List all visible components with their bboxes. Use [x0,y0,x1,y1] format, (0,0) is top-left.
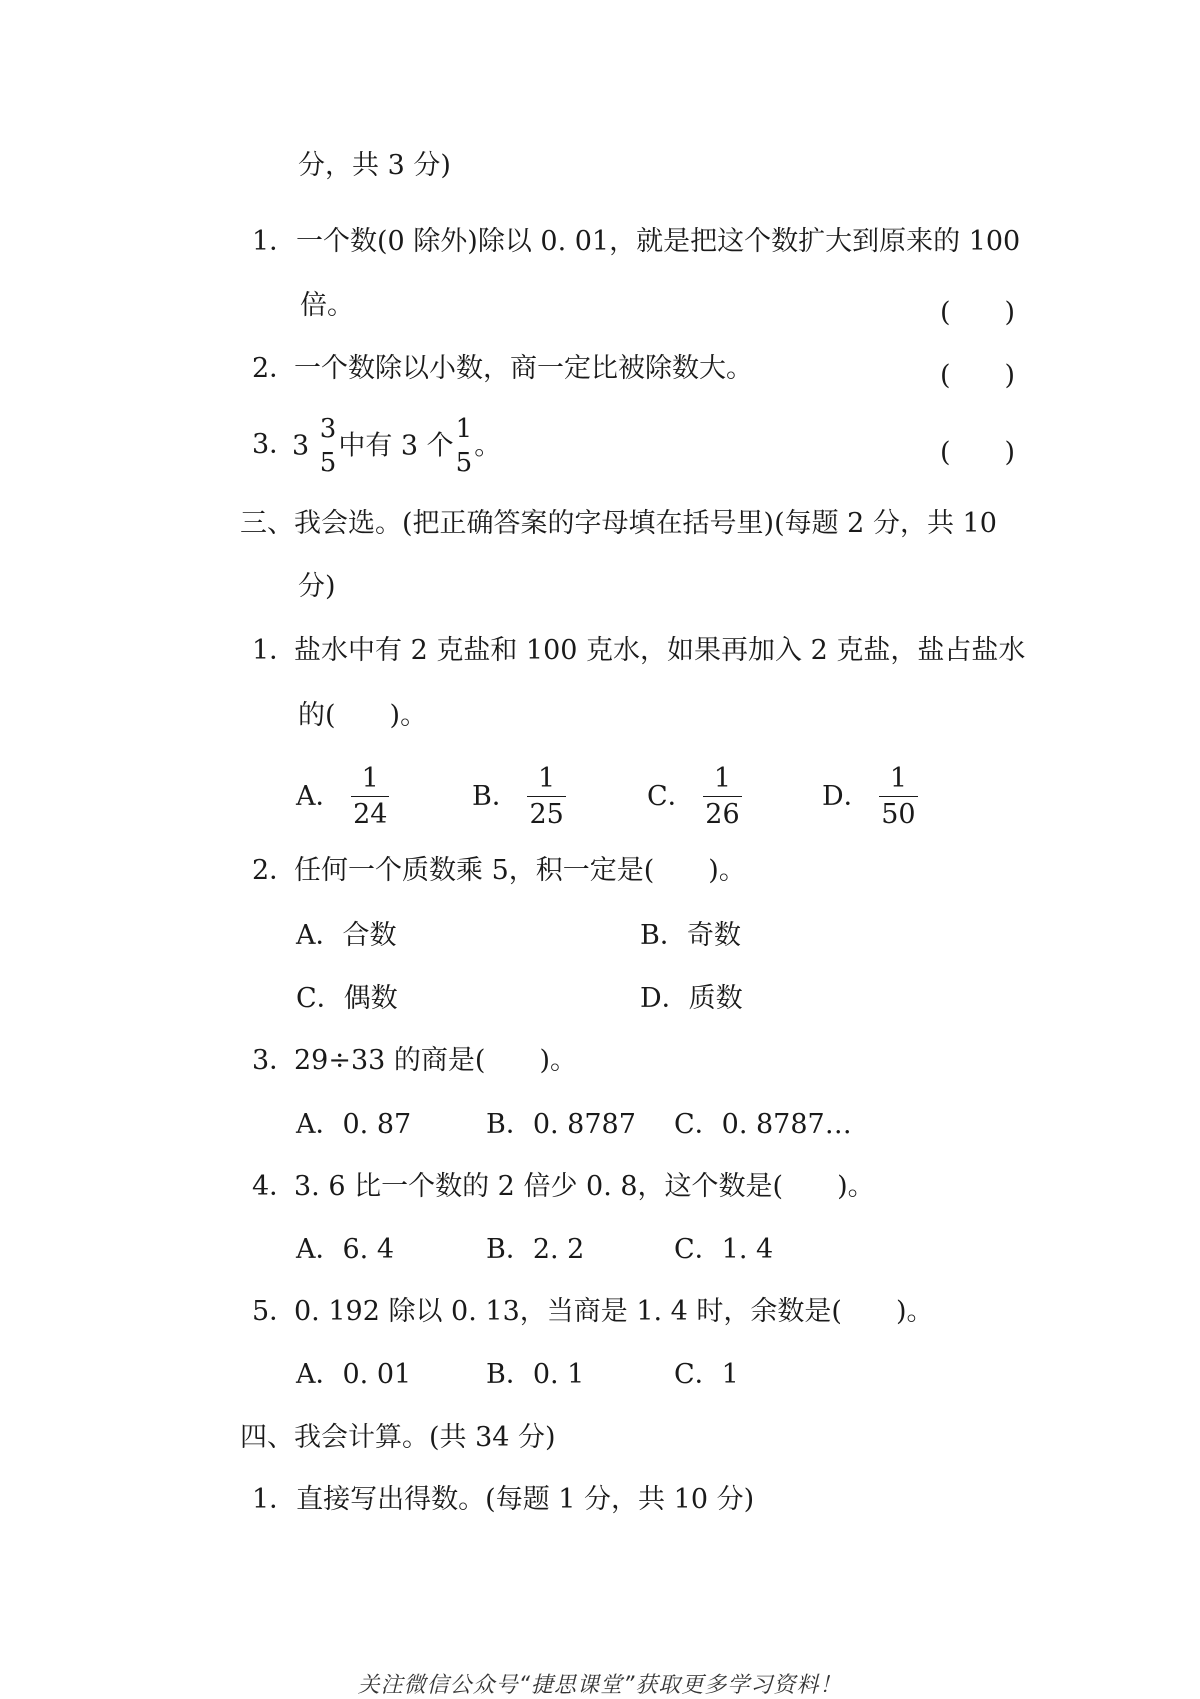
s3-q2-option-c[interactable]: C．偶数 [296,983,398,1014]
section4-q1: 1．直接写出得数。(每题 1 分，共 10 分) [252,1484,755,1515]
judge-q1-line2: 倍。 [300,290,354,321]
s3-q1-line2[interactable]: 的( )。 [298,700,428,731]
fraction-numerator: 1 [538,763,556,794]
header-tail: 分，共 3 分) [298,150,451,181]
s3-q5-text[interactable]: 0. 192 除以 0. 13，当商是 1. 4 时，余数是( )。 [294,1296,934,1327]
s3-q4-number: 4． [252,1171,297,1202]
section4-title: 四、我会计算。(共 34 分) [240,1422,556,1453]
fraction-denominator: 24 [351,796,389,828]
s3-q5-option-b[interactable]: B．0. 1 [486,1359,585,1390]
fraction-numerator: 1 [889,763,908,794]
s3-q3-option-c[interactable]: C．0. 8787… [674,1109,852,1140]
s3-q2-option-b[interactable]: B．奇数 [640,920,741,951]
s3-q4-option-c[interactable]: C．1. 4 [674,1234,774,1265]
s3-q5-option-a[interactable]: A．0. 01 [296,1359,412,1390]
s3-q4-option-a[interactable]: A．6. 4 [296,1234,395,1265]
s3-q2-text[interactable]: 任何一个质数乘 5，积一定是( )。 [294,855,746,886]
s3-q4-text[interactable]: 3. 6 比一个数的 2 倍少 0. 8，这个数是( )。 [294,1171,875,1202]
option-fraction [351,765,389,828]
judge-q1-number: 1． [252,226,297,257]
s3-q3-option-b[interactable]: B．0. 8787 [486,1109,636,1140]
option-label: A． [296,781,343,812]
judge-q3-number: 3． [252,429,297,460]
option-fraction [703,765,741,828]
option-fraction [527,765,565,828]
s3-q2-number: 2． [252,855,297,886]
fraction-numerator: 1 [361,763,379,794]
s3-q3-option-a[interactable]: A．0. 87 [296,1109,412,1140]
s3-q4-option-b[interactable]: B．2. 2 [486,1234,585,1265]
judge-q3-answer-blank[interactable]: ( ) [940,437,1016,468]
judge-q3-whole: 3 [292,430,310,462]
fraction-denominator: 5 [319,448,337,478]
judge-q3-end: 。 [474,430,502,462]
option-label: B． [472,781,519,812]
judge-q3-fraction-2 [454,416,475,476]
s3-q1-line1: 盐水中有 2 克盐和 100 克水，如果再加入 2 克盐，盐占盐水 [294,635,1026,666]
s3-q5-number: 5． [252,1296,297,1327]
option-label: C． [647,781,695,812]
s3-q1-number: 1． [252,635,297,666]
judge-q1-answer-blank[interactable]: ( ) [940,297,1016,328]
option-fraction [879,765,917,828]
judge-q2-answer-blank[interactable]: ( ) [940,360,1016,391]
fraction-numerator: 1 [455,414,473,444]
judge-q2-text: 一个数除以小数，商一定比被除数大。 [294,353,753,384]
fraction-denominator: 50 [879,796,917,828]
fraction-numerator: 3 [319,414,337,444]
judge-q3-mid-text: 中有 3 个 [338,430,454,462]
s3-q1-option-d[interactable] [822,765,918,828]
judge-q1-line1: 一个数(0 除外)除以 0. 01，就是把这个数扩大到原来的 100 [296,226,1021,257]
s3-q5-option-c[interactable]: C．1 [674,1359,739,1390]
s3-q2-option-d[interactable]: D．质数 [640,983,743,1014]
footer-promo: 关注微信公众号“捷思课堂”获取更多学习资料！ [357,1673,843,1698]
judge-q2-number: 2． [252,353,297,384]
judge-q3-fraction-1 [318,416,339,476]
s3-q3-text[interactable]: 29÷33 的商是( )。 [294,1045,577,1076]
fraction-denominator: 25 [527,796,565,828]
s3-q3-number: 3． [252,1045,297,1076]
section3-title-line1: 三、我会选。(把正确答案的字母填在括号里)(每题 2 分，共 10 [240,508,997,539]
fraction-denominator: 26 [703,796,741,828]
s3-q2-option-a[interactable]: A．合数 [296,920,397,951]
option-label: D． [822,781,871,812]
s3-q1-option-c[interactable] [647,765,742,828]
fraction-denominator: 5 [455,448,473,478]
s3-q1-option-b[interactable] [472,765,566,828]
s3-q1-option-a[interactable] [296,765,389,828]
section3-title-line2: 分) [298,571,336,602]
fraction-numerator: 1 [713,763,732,794]
judge-q3-statement [292,416,501,476]
